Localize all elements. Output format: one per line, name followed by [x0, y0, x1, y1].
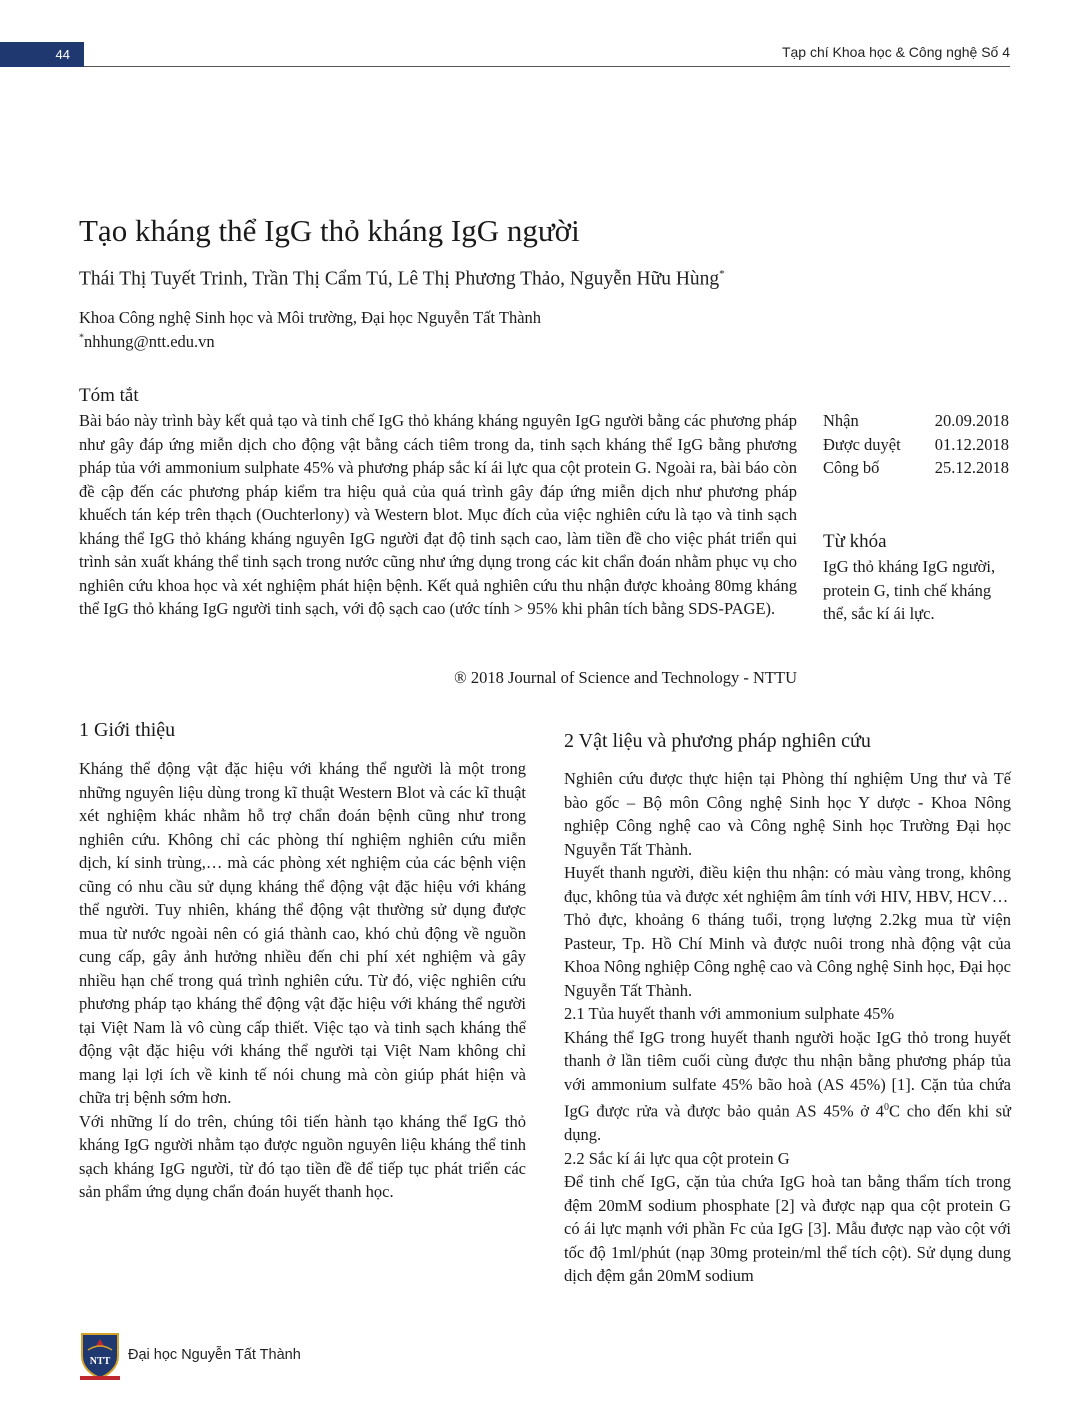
paragraph: Huyết thanh người, điều kiện thu nhận: có màu vàng trong, không đục, không tủa và được xét nghiệm âm tính với HIV, HBV, HCV… — [564, 863, 1011, 906]
copyright-line: ® 2018 Journal of Science and Technology - NTTU — [454, 668, 797, 687]
date-published — [823, 456, 1009, 480]
authors-text: Thái Thị Tuyết Trinh, Trần Thị Cẩm Tú, Lê Thị Phương Thảo, Nguyễn Hữu Hùng — [79, 268, 720, 290]
university-logo — [78, 1330, 122, 1382]
email-line — [79, 332, 215, 352]
paragraph: Thỏ đực, khoảng 6 tháng tuổi, trọng lượng 2.2kg mua từ viện Pasteur, Tp. Hồ Chí Minh và được nuôi trong nhà động vật của Khoa Nông nghiệp Công nghệ cao và Công nghệ Sinh học, Đại học Nguyễn Tất Thành. — [564, 910, 1011, 1000]
affiliation: Khoa Công nghệ Sinh học và Môi trường, Đại học Nguyễn Tất Thành — [79, 308, 542, 327]
corresponding-mark: * — [719, 268, 725, 280]
section-1-heading: 1 Giới thiệu — [79, 719, 176, 741]
email-mark: * — [79, 332, 84, 344]
paragraph: Với những lí do trên, chúng tôi tiến hành tạo kháng thể IgG thỏ kháng IgG người nhằm tạo được nguồn nguyên liệu kháng thể tinh sạch kháng IgG người, từ đó tạo tiền đề để tiếp tục phát triển các sản phẩm ứng dụng chẩn đoán huyết thanh học. — [79, 1111, 526, 1201]
abstract-text: Bài báo này trình bày kết quả tạo và tinh chế IgG thỏ kháng kháng nguyên IgG người bằng các phương pháp như gây đáp ứng miễn dịch cho động vật bằng cách tiêm trong da, tinh sạch kháng thể IgG bằng phương pháp tủa với ammonium sulphate 45% và phương pháp sắc kí ái lực qua cột protein G. Ngoài ra, bài báo còn đề cập đến các phương pháp kiểm tra hiệu quả của quá trình gây đáp ứng miễn dịch như phương pháp khuếch tán kép trên thạch (Ouchterlony) và Western blot. Mục đích của việc nghiên cứu là tạo và tinh sạch kháng thể IgG thỏ kháng kháng nguyên IgG người đạt độ tinh sạch cao, làm tiền đề cho việc phát triển qui trình sản xuất kháng thể tinh sạch trong nước cũng như ứng dụng trong các kit chẩn đoán nhằm phục vụ cho nghiên cứu khoa học và xét nghiệm phát hiện bệnh. Kết quả nghiên cứu thu nhận được khoảng 80mg kháng thể IgG thỏ kháng IgG người tinh sạch, với độ sạch cao (ước tính > 95% khi phân tích bằng SDS-PAGE). — [79, 411, 797, 618]
keywords-text: IgG thỏ kháng IgG người, protein G, tinh chế kháng thể, sắc kí ái lực. — [823, 557, 996, 623]
journal-name: Tạp chí Khoa học & Công nghệ Số 4 — [781, 44, 1010, 60]
date-label: Nhận — [823, 411, 859, 430]
abstract-heading: Tóm tắt — [79, 385, 139, 406]
date-label: Công bố — [823, 458, 880, 477]
article-dates — [823, 409, 1009, 480]
subsection-2-2-heading: 2.2 Sắc kí ái lực qua cột protein G — [564, 1148, 790, 1168]
article-title: Tạo kháng thể IgG thỏ kháng IgG người — [79, 213, 580, 248]
paragraph-text: Kháng thể IgG trong huyết thanh người hoặc IgG thỏ trong huyết thanh ở lần tiêm cuối cùng được thu nhận bằng phương pháp tủa với ammonium sulfate 45% bão hoà (AS 45%) [1]. Cặn tủa chứa IgG được rửa và được bảo quản AS 45% ở 4 — [564, 1027, 1011, 1121]
footer-university: Đại học Nguyễn Tất Thành — [128, 1347, 301, 1363]
paragraph: Để tinh chế IgG, cặn tủa chứa IgG hoà tan bằng thẩm tích trong đệm 20mM sodium phosphate [2] và được nạp qua cột protein G có ái lực mạnh với phần Fc của IgG [3]. Mẫu được nạp vào cột với tốc độ 1ml/phút (nạp 30mg protein/ml thể tích cột). Sử dụng dung dịch đệm gắn 20mM sodium — [564, 1172, 1011, 1285]
section-2-heading: 2 Vật liệu và phương pháp nghiên cứu — [564, 730, 871, 752]
page-number: 44 — [0, 42, 84, 67]
section-2-body — [564, 767, 1011, 1288]
date-value: 25.12.2018 — [934, 458, 1009, 477]
paragraph: Nghiên cứu được thực hiện tại Phòng thí nghiệm Ung thư và Tế bào gốc – Bộ môn Công nghệ Sinh học Y dược - Khoa Nông nghiệp Công nghệ cao và Công nghệ Sinh học Trường Đại học Nguyễn Tất Thành. — [564, 769, 1011, 859]
date-received — [823, 409, 1009, 433]
header-rule — [84, 66, 1010, 67]
degree-superscript: 0 — [884, 1102, 889, 1113]
email-address[interactable]: nhhung@ntt.edu.vn — [84, 332, 215, 351]
date-accepted — [823, 433, 1009, 457]
date-value: 01.12.2018 — [934, 434, 1009, 454]
date-label: Được duyệt — [823, 434, 901, 454]
date-value: 20.09.2018 — [934, 411, 1009, 430]
section-1-body — [79, 757, 526, 1204]
subsection-2-1-heading: 2.1 Tủa huyết thanh với ammonium sulphate 45% — [564, 1004, 895, 1023]
paragraph: Kháng thể động vật đặc hiệu với kháng thể người là một trong những nguyên liệu dùng trong kĩ thuật Western Blot và các kĩ thuật xét nghiệm khác nhằm hỗ trợ chẩn đoán bệnh cũng như trong nghiên cứu. Không chỉ các phòng thí nghiệm nghiên cứu miễn dịch, kí sinh trùng,… mà các phòng xét nghiệm của các bệnh viện cũng có nhu cầu sử dụng kháng thể động vật đặc hiệu với kháng thể người. Tuy nhiên, kháng thể động vật thường sử dụng được mua từ nước ngoài nên có giá thành cao, khó chủ động về nguồn cung cấp, gây ảnh hưởng nhiều đến chi phí xét nghiệm và gây nhiều hạn chế trong quá trình nghiên cứu. Từ đó, việc nghiên cứu phương pháp tạo kháng thể động vật đặc hiệu với kháng thể người tại Việt Nam là vô cùng cấp thiết. Việc tạo và tinh sạch kháng thể động vật đặc hiệu với kháng thể người tại Việt Nam không chỉ mang lại lợi ích về kinh tế nói chung mà còn giúp phát hiện và chữa trị bệnh sớm hơn. — [79, 759, 526, 1107]
paragraph-text: C cho đến khi sử dụng. — [564, 1101, 1011, 1144]
paragraph — [564, 1026, 1011, 1147]
keywords-heading: Từ khóa — [823, 531, 887, 552]
logo-text: NTT — [89, 1356, 111, 1367]
author-list — [79, 268, 725, 291]
